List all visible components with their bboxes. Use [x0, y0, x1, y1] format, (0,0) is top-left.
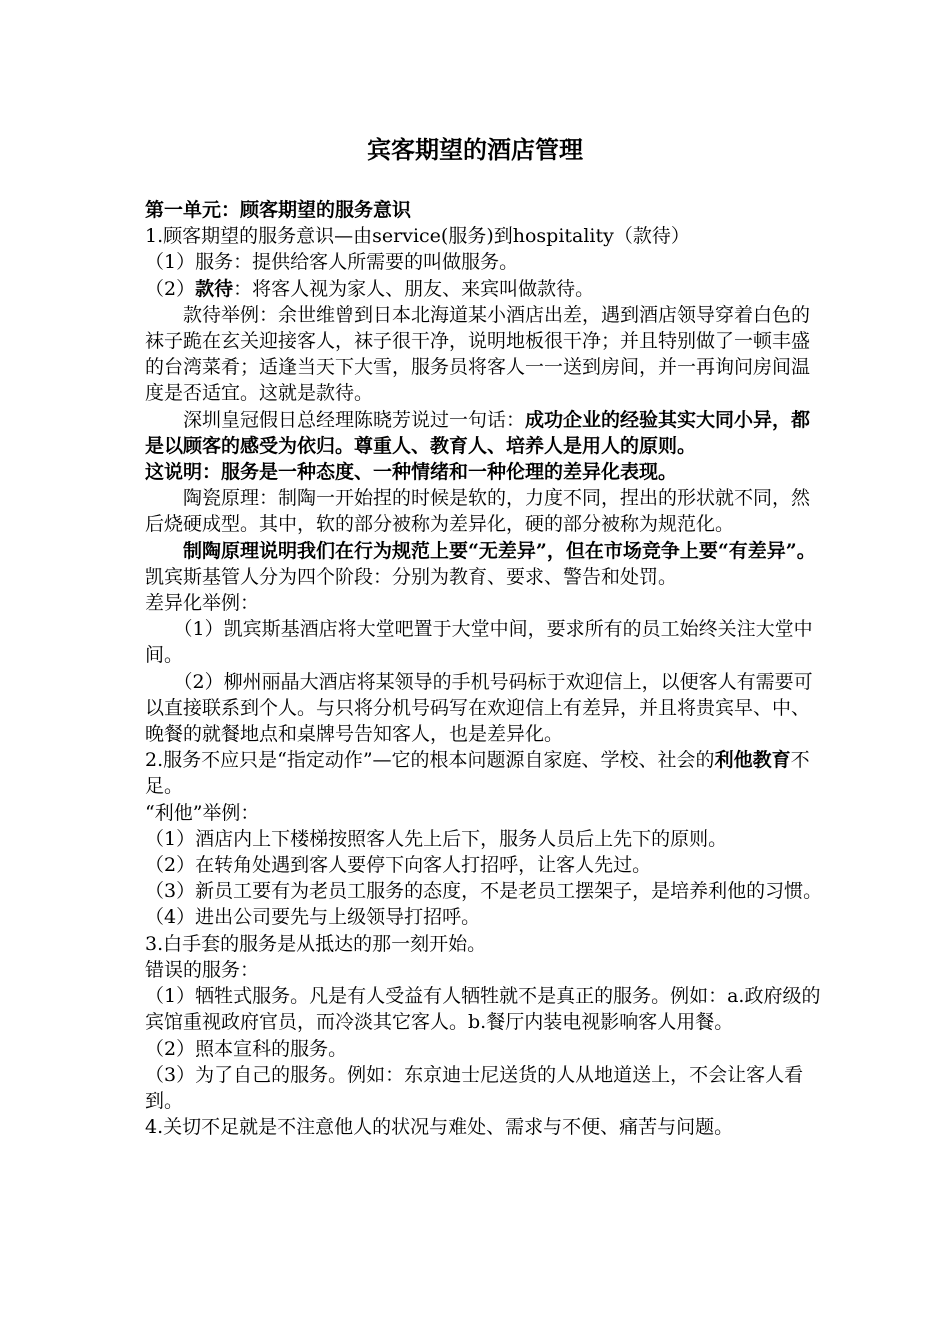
paragraph: “利他”举例： — [145, 801, 260, 824]
paragraph: （3）新员工要有为老员工服务的态度，不是老员工摆架子，是培养利他的习惯。 — [145, 880, 823, 903]
document-title: 宾客期望的酒店管理 — [367, 135, 583, 164]
paragraph-bold: 制陶原理说明我们在行为规范上要“无差异”，但在市场竞争上要“有差异”。 — [183, 539, 816, 562]
paragraph: 凯宾斯基管人分为四个阶段：分别为教育、要求、警告和处罚。 — [145, 565, 678, 588]
document-body — [145, 197, 825, 1140]
paragraph: （1）酒店内上下楼梯按照客人先上后下，服务人员后上先下的原则。 — [145, 827, 728, 850]
paragraph: 3.白手套的服务是从抵达的那一刻开始。 — [145, 932, 487, 955]
paragraph — [145, 407, 825, 459]
paragraph: （3）为了自己的服务。例如：东京迪士尼送货的人从地道送上，不会让客人看到。 — [145, 1063, 804, 1112]
paragraph: 错误的服务： — [145, 958, 260, 981]
text-span: ：将客人视为家人、朋友、来宾叫做款待。 — [233, 277, 595, 300]
bold-term: 款待 — [195, 277, 234, 300]
paragraph: 1.顾客期望的服务意识—由service(服务)到hospitality（款待） — [145, 225, 690, 248]
text-span: （2） — [145, 277, 196, 300]
paragraph: （1）牺牲式服务。凡是有人受益有人牺牲就不是真正的服务。例如：a.政府级的宾馆重视政府官员，而冷淡其它客人。b.餐厅内装电视影响客人用餐。 — [145, 985, 821, 1034]
paragraph — [145, 747, 825, 799]
text-span: 不足。 — [145, 749, 810, 798]
paragraph: （2）照本宣科的服务。 — [145, 1037, 348, 1060]
paragraph: （2）在转角处遇到客人要停下向客人打招呼，让客人先过。 — [145, 854, 652, 877]
paragraph-bold: 这说明：服务是一种态度、一种情绪和一种伦理的差异化表现。 — [145, 461, 678, 484]
paragraph: （1）凯宾斯基酒店将大堂吧置于大堂中间，要求所有的员工始终关注大堂中间。 — [145, 618, 813, 667]
text-span: 2.服务不应只是“指定动作”—它的根本问题源自家庭、学校、社会的 — [145, 749, 715, 772]
section-heading: 第一单元：顾客期望的服务意识 — [145, 199, 412, 221]
paragraph: 陶瓷原理：制陶一开始捏的时候是软的，力度不同，捏出的形状就不同，然后烧硬成型。其中，软的部分被称为差异化，硬的部分被称为规范化。 — [145, 487, 811, 536]
paragraph: （4）进出公司要先与上级领导打招呼。 — [145, 906, 481, 929]
bold-term: 利他教育 — [714, 749, 791, 772]
text-span: 深圳皇冠假日总经理陈晓芳说过一句话： — [183, 408, 526, 431]
paragraph: （2）柳州丽晶大酒店将某领导的手机号码标于欢迎信上，以便客人有需要可以直接联系到个人。与只将分机号码写在欢迎信上有差异，并且将贵宾早、中、晚餐的就餐地点和桌牌号告知客人，也是差异化。 — [145, 670, 813, 746]
paragraph: （1）服务：提供给客人所需要的叫做服务。 — [145, 251, 519, 274]
paragraph: 款待举例：余世维曾到日本北海道某小酒店出差，遇到酒店领导穿着白色的袜子跪在玄关迎接客人，袜子很干净，说明地板很干净；并且特别做了一顿丰盛的台湾菜肴；适逢当天下大雪，服务员将客人一一送到房间，并一再询问房间温度是否适宜。这就是款待。 — [145, 303, 811, 405]
paragraph — [145, 276, 825, 302]
paragraph: 差异化举例： — [145, 592, 260, 615]
bold-quote: 成功企业的经验其实大同小异，都是以顾客的感受为依归。尊重人、教育人、培养人是用人的原则。 — [145, 408, 811, 457]
paragraph: 4.关切不足就是不注意他人的状况与难处、需求与不便、痛苦与问题。 — [145, 1116, 734, 1139]
